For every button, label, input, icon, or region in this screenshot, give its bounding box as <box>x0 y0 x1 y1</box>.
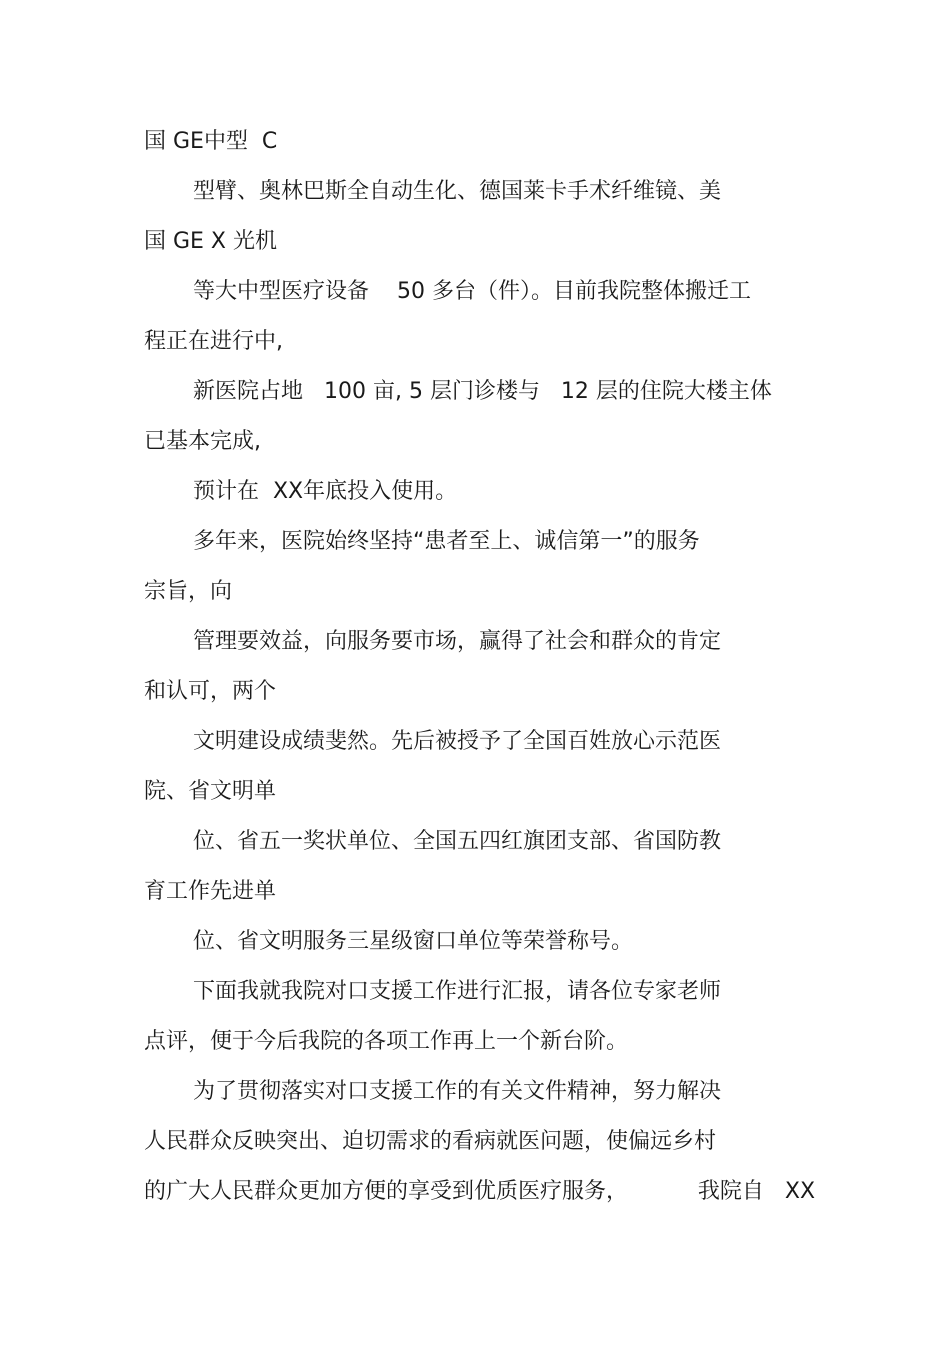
text-line: 已基本完成, <box>144 429 261 454</box>
text-line: 点评，便于今后我院的各项工作再上一个新台阶。 <box>144 1029 629 1054</box>
text-line: 的广大人民群众更加方便的享受到优质医疗服务， 我院自 XX <box>144 1179 816 1204</box>
text-line: 文明建设成绩斐然。先后被授予了全国百姓放心示范医 <box>193 729 722 754</box>
text-line: 国 GE X 光机 <box>144 229 277 254</box>
text-line: 下面我就我院对口支援工作进行汇报，请各位专家老师 <box>193 979 722 1004</box>
text-line: 位、省五一奖状单位、全国五四红旗团支部、省国防教 <box>193 829 722 854</box>
text-line: 和认可，两个 <box>144 679 277 704</box>
text-line: 国 GE中型 C <box>144 129 278 154</box>
text-line: 程正在进行中, <box>144 329 283 354</box>
text-line: 位、省文明服务三星级窗口单位等荣誉称号。 <box>193 929 634 954</box>
text-line: 多年来，医院始终坚持“患者至上、诚信第一”的服务 <box>193 529 700 554</box>
text-line: 型臂、奥林巴斯全自动生化、德国莱卡手术纤维镜、美 <box>193 179 722 204</box>
text-line: 管理要效益，向服务要市场，赢得了社会和群众的肯定 <box>193 629 722 654</box>
text-line: 预计在 XX年底投入使用。 <box>193 479 458 504</box>
text-line: 为了贯彻落实对口支援工作的有关文件精神，努力解决 <box>193 1079 722 1104</box>
text-line: 宗旨，向 <box>144 579 233 604</box>
text-line: 人民群众反映突出、迫切需求的看病就医问题，使偏远乡村 <box>144 1129 717 1154</box>
text-line: 新医院占地 100 亩, 5 层门诊楼与 12 层的住院大楼主体 <box>193 379 772 404</box>
text-line: 等大中型医疗设备 50 多台（件）。目前我院整体搬迁工 <box>193 279 751 304</box>
text-line: 育工作先进单 <box>144 879 277 904</box>
text-line: 院、省文明单 <box>144 779 277 804</box>
